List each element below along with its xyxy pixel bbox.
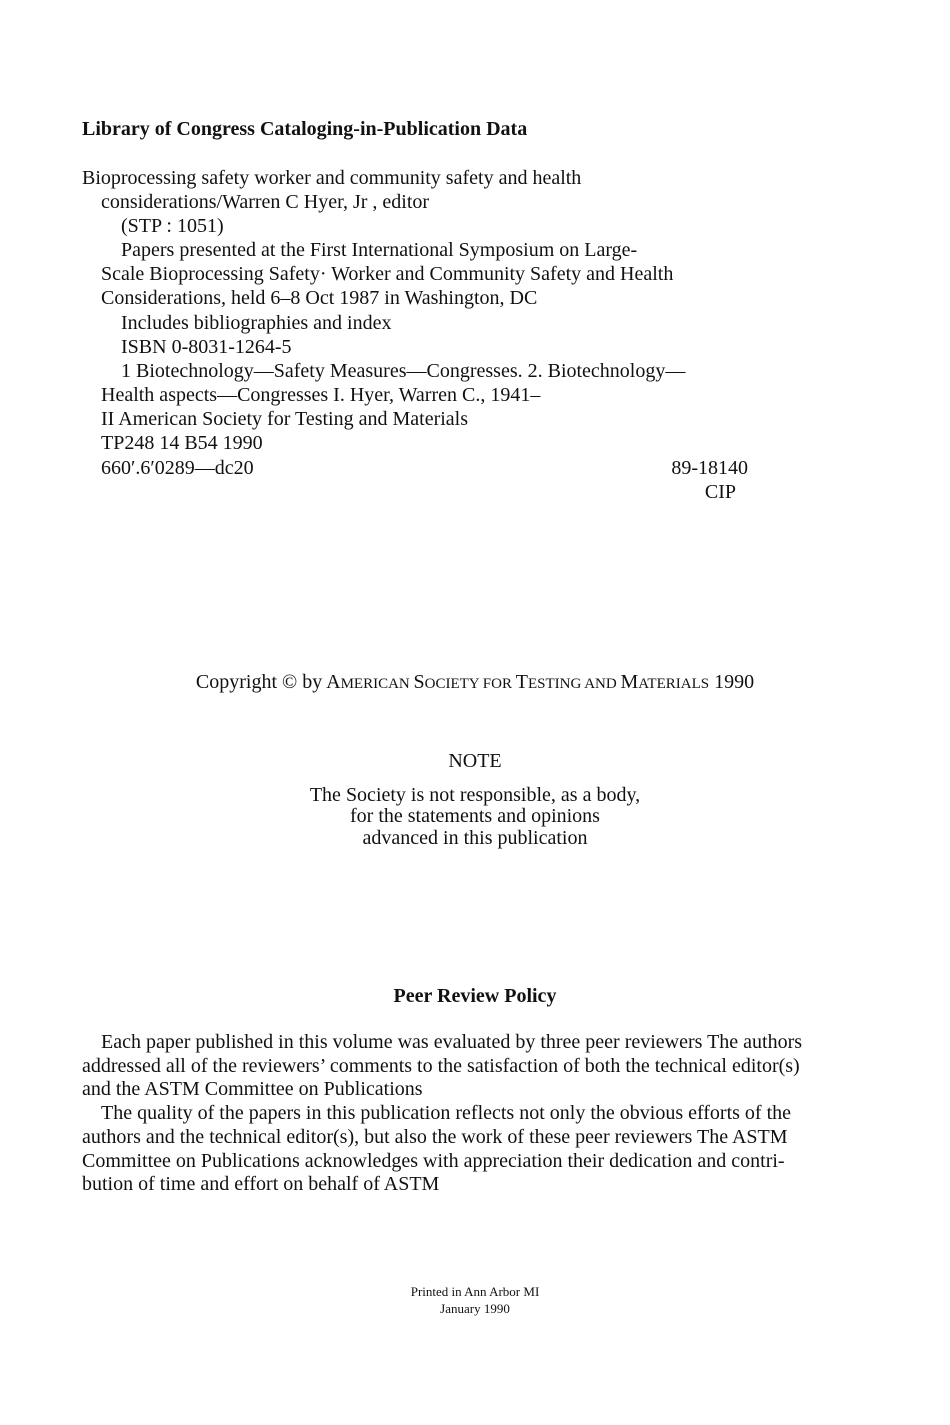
- cip-series-line: (STP : 1051): [121, 215, 224, 237]
- publisher-cap: T: [515, 671, 528, 693]
- cip-note-line: Scale Bioprocessing Safety· Worker and Community Safety and Health: [101, 263, 674, 285]
- publisher-cap: M: [620, 671, 639, 693]
- cip-note-line: Includes bibliographies and index: [121, 312, 392, 334]
- peer-review-line: authors and the technical editor(s), but also the work of these peer reviewers The ASTM: [82, 1126, 788, 1148]
- publisher-rest: ATERIALS: [638, 676, 710, 692]
- cip-title-line: considerations/Warren C Hyer, Jr , editor: [101, 191, 430, 213]
- cip-subject-line: II American Society for Testing and Materials: [101, 408, 469, 430]
- copyright-prefix: Copyright © by: [195, 671, 327, 693]
- copyright-year: 1990: [709, 671, 755, 693]
- cip-subject-line: 1 Biotechnology—Safety Measures—Congresses. 2. Biotechnology—: [121, 360, 686, 382]
- cip-note-line: Considerations, held 6–8 Oct 1987 in Washington, DC: [101, 287, 538, 309]
- note-line: The Society is not responsible, as a body,: [309, 784, 641, 806]
- cip-dewey-number: 660′.6′0289—dc20: [101, 457, 254, 479]
- note-line: for the statements and opinions: [350, 805, 600, 827]
- cip-subject-line: Health aspects—Congresses I. Hyer, Warren C., 1941–: [101, 384, 541, 406]
- publisher-rest: OCIETY FOR: [424, 676, 516, 692]
- imprint-date: January 1990: [440, 1301, 510, 1316]
- publisher-name: [326, 671, 709, 693]
- cip-call-number: TP248 14 B54 1990: [101, 432, 263, 454]
- publisher-cap: A: [326, 671, 341, 693]
- cip-isbn-line: ISBN 0-8031-1264-5: [121, 336, 292, 358]
- peer-review-line: Committee on Publications acknowledges with appreciation their dedication and contri-: [82, 1150, 785, 1172]
- peer-review-line: addressed all of the reviewers’ comments to the satisfaction of both the technical editor(s): [82, 1055, 800, 1077]
- cip-lccn: 89-18140: [671, 457, 748, 479]
- copyright-line: [0, 670, 950, 696]
- peer-review-title: Peer Review Policy: [393, 985, 557, 1007]
- note-line: advanced in this publication: [362, 827, 588, 849]
- peer-review-line: Each paper published in this volume was evaluated by three peer reviewers The authors: [101, 1031, 803, 1053]
- cip-label: CIP: [704, 481, 736, 503]
- peer-review-line: bution of time and effort on behalf of ASTM: [82, 1173, 440, 1195]
- cip-note-line: Papers presented at the First International Symposium on Large-: [121, 239, 638, 261]
- peer-review-line: The quality of the papers in this publication reflects not only the obvious efforts of the: [101, 1102, 792, 1124]
- publisher-rest: MERICAN: [340, 676, 414, 692]
- cip-title-line: Bioprocessing safety worker and community safety and health: [82, 167, 582, 189]
- imprint-place: Printed in Ann Arbor MI: [410, 1284, 540, 1299]
- publisher-cap: S: [413, 671, 425, 693]
- publisher-rest: ESTING AND: [527, 676, 621, 692]
- peer-review-line: and the ASTM Committee on Publications: [82, 1078, 423, 1100]
- cip-heading: Library of Congress Cataloging-in-Publication Data: [82, 118, 528, 140]
- note-title: NOTE: [448, 750, 502, 772]
